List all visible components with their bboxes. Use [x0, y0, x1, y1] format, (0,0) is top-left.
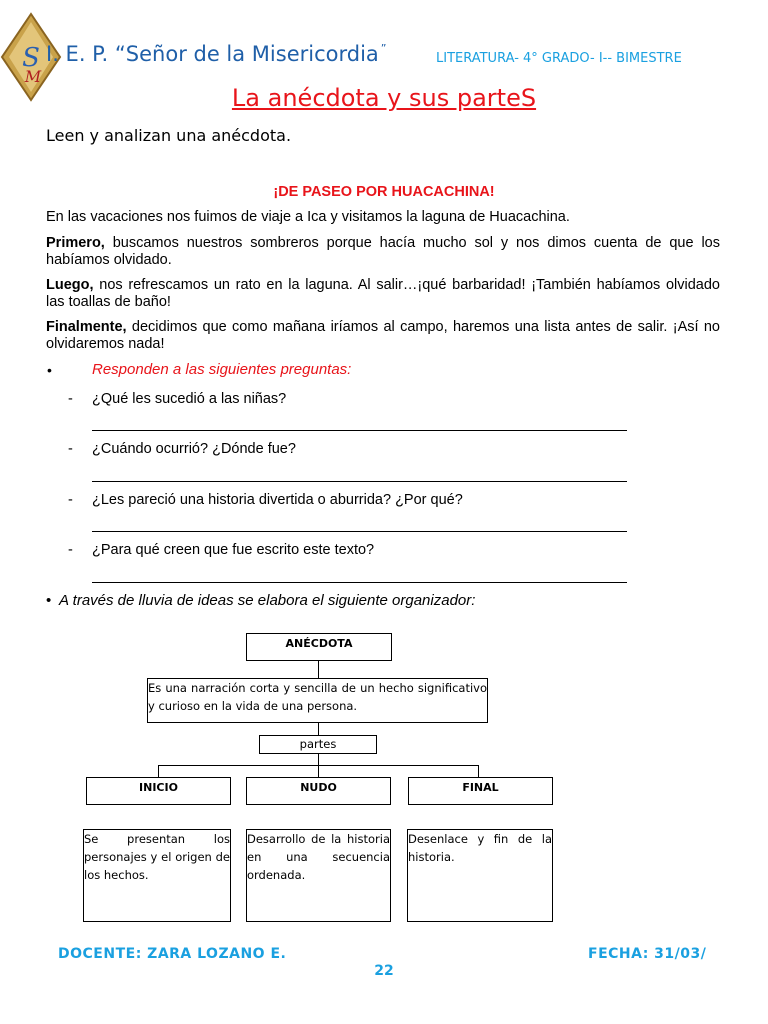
part-body-inicio: Se presentan los personajes y el origen de los hechos. [83, 829, 231, 922]
connector [318, 661, 319, 678]
connector [318, 765, 319, 777]
footer-teacher: DOCENTE: ZARA LOZANO E. [58, 946, 287, 962]
school-name: I. E. P. “Señor de la Misericordia ” [46, 42, 387, 66]
connector [158, 765, 159, 777]
paragraph-lead: Finalmente, [46, 319, 127, 335]
story-paragraph-4 [46, 319, 720, 353]
connector [318, 723, 319, 735]
dash: - [68, 542, 73, 558]
question-1: ¿Qué les sucedió a las niñas? [92, 391, 287, 407]
paragraph-text: buscamos nuestros sombreros porque hacía mucho sol y nos dimos cuenta de que los habíamos olvidado. [46, 235, 720, 268]
part-head-inicio: INICIO [86, 777, 231, 805]
page-title: La anécdota y sus parteS [231, 84, 537, 112]
answer-line-2[interactable] [92, 481, 627, 482]
parts-label: partes [259, 735, 377, 754]
organizer-intro: • A través de lluvia de ideas se elabora el siguiente organizador: [46, 592, 476, 609]
connector [478, 765, 479, 777]
question-2: ¿Cuándo ocurrió? ¿Dónde fue? [92, 441, 296, 457]
school-closing-quote: ” [380, 42, 387, 55]
answer-line-1[interactable] [92, 430, 627, 431]
answer-line-3[interactable] [92, 531, 627, 532]
part-body-nudo: Desarrollo de la historia en una secuencia ordenada. [246, 829, 391, 922]
paragraph-lead: Luego, [46, 277, 94, 293]
footer-date: FECHA: 31/03/ [588, 946, 707, 962]
paragraph-text: nos refrescamos un rato en la laguna. Al salir…¡qué barbaridad! ¡También habíamos olvidado las toallas de baño! [46, 277, 720, 310]
paragraph-lead: Primero, [46, 235, 105, 251]
part-head-final: FINAL [408, 777, 553, 805]
story-paragraph-1: En las vacaciones nos fuimos de viaje a Ica y visitamos la laguna de Huacachina. [46, 209, 570, 225]
question-4: ¿Para qué creen que fue escrito este texto? [92, 542, 375, 558]
paragraph-text: decidimos que como mañana iríamos al campo, haremos una lista antes de salir. ¡Así no olvidaremos nada! [46, 319, 720, 352]
dash: - [68, 492, 73, 508]
story-paragraph-2 [46, 235, 720, 269]
question-3: ¿Les pareció una historia divertida o aburrida? ¿Por qué? [92, 492, 463, 508]
answer-line-4[interactable] [92, 582, 627, 583]
connector [318, 754, 319, 765]
story-paragraph-3 [46, 277, 720, 311]
course-info: LITERATURA- 4° GRADO- I-- BIMESTRE [436, 51, 682, 66]
story-title: ¡DE PASEO POR HUACACHINA! [273, 184, 495, 200]
bullet: • [46, 592, 52, 609]
organizer-root: ANÉCDOTA [246, 633, 392, 661]
dash: - [68, 441, 73, 457]
dash: - [68, 391, 73, 407]
page-number: 22 [374, 963, 394, 979]
questions-instruction: Responden a las siguientes preguntas: [92, 361, 352, 378]
part-body-final: Desenlace y fin de la historia. [407, 829, 553, 922]
bullet: • [47, 362, 52, 378]
part-head-nudo: NUDO [246, 777, 391, 805]
intro-text: Leen y analizan una anécdota. [46, 126, 292, 145]
svg-text:M: M [24, 67, 42, 86]
svg-text:S: S [22, 43, 40, 73]
organizer-definition: Es una narración corta y sencilla de un hecho significativo y curioso en la vida de una persona. [147, 678, 488, 723]
